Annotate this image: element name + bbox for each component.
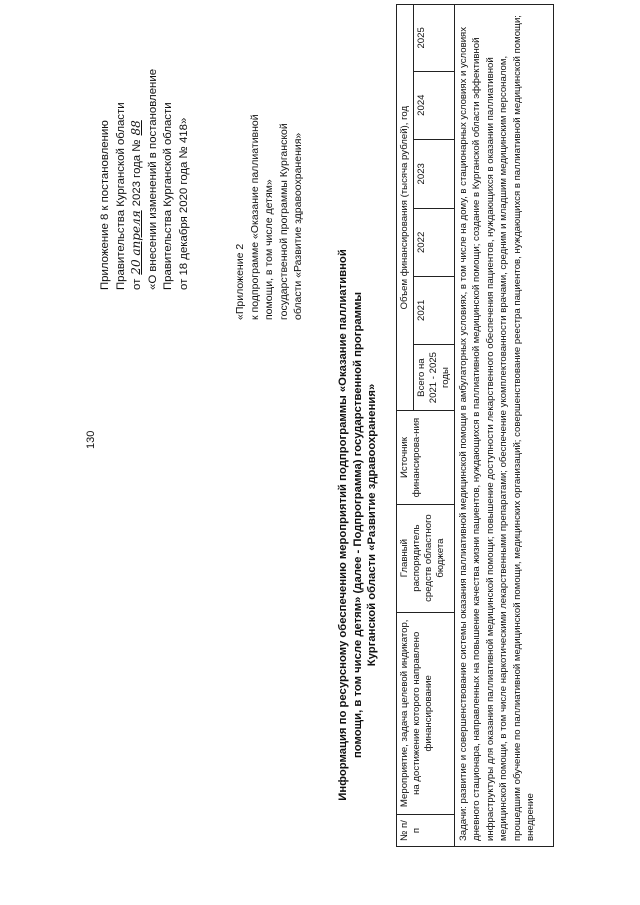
header-number: № п/п [397,815,455,847]
appendix-2-line-2: к подпрограмме «Оказание паллиативной [248,114,261,320]
appendix-2-line-3: помощи, в том числе детям» [263,179,275,320]
header-year: 2022 [414,208,455,276]
title-line-1: Информация по ресурсному обеспечению мероприятий подпрограммы «Оказание паллиативной [337,249,349,801]
header-manager: Главный распорядитель средств областного бюджета [397,504,455,612]
appendix-8-header [98,69,192,290]
appendix-8-line-6: от 18 декабря 2020 года № 418» [177,117,190,290]
appendix-2-line-1: «Приложение 2 [234,243,246,320]
document-title [336,235,380,815]
appendix-2-header [233,114,306,320]
header-row [397,5,414,847]
header-total: Всего на 2021 - 2025 годы [414,344,455,411]
funding-table [396,4,554,847]
title-line-3: Курганской области «Развитие здравоохранения» [366,383,378,667]
page-number: 130 [85,430,97,449]
tasks-text: Задачи: развитие и совершенствование системы оказания паллиативной медицинской помощи в амбулаторных условиях, в том числе на дому, в стационарных условиях и условиях дневного стационара, направленных на повышение качества жизни пациентов, нуждающихся в паллиативной медицинской помощи; создание в Курганской области эффективной инфраструктуры для оказания паллиативной медицинской помощи; повышение доступности лекарственного обеспечения пациентов, нуждающихся в оказании паллиативной медицинской помощи, в том числе наркотическими лекарственными препаратами; обеспечение укомплектованности врачами, средним и младшим медицинским персоналом, прошедшим обучение по паллиативной медицинской помощи, медицинских организаций; совершенствование реестра пациентов, нуждающихся в паллиативной медицинской помощи; внедрение [455,5,554,847]
header-volume: Объем финансирования (тысяча рублей), год [397,5,414,411]
title-line-2: помощи, в том числе детям» (далее - Подпрограмма) государственной программы [351,291,364,759]
handwritten-number: 88 [129,120,143,136]
header-year: 2024 [414,71,455,139]
appendix-8-line-2: Правительства Курганской области [114,102,127,290]
handwritten-date: 20 апреля [129,210,143,275]
header-year: 2021 [414,276,455,344]
header-source: Источник финансирова-ния [397,411,455,504]
appendix-8-line-3 [129,69,146,290]
appendix-2-line-5: области «Развитие здравоохранения» [292,132,304,320]
header-year: 2025 [414,5,455,72]
appendix-2-line-4: государственной программы Курганской [277,123,290,320]
date-prefix: от [131,278,143,290]
header-measure: Мероприятие, задача целевой индикатор, на достижение которого направлено финансирование [397,612,455,814]
appendix-8-line-4: «О внесении изменений в постановление [146,68,159,290]
tasks-row [455,5,554,847]
date-year: 2023 года № [131,139,143,207]
appendix-8-line-1: Приложение 8 к постановлению [99,120,111,290]
header-year: 2023 [414,139,455,208]
appendix-8-line-5: Правительства Курганской области [162,102,174,290]
